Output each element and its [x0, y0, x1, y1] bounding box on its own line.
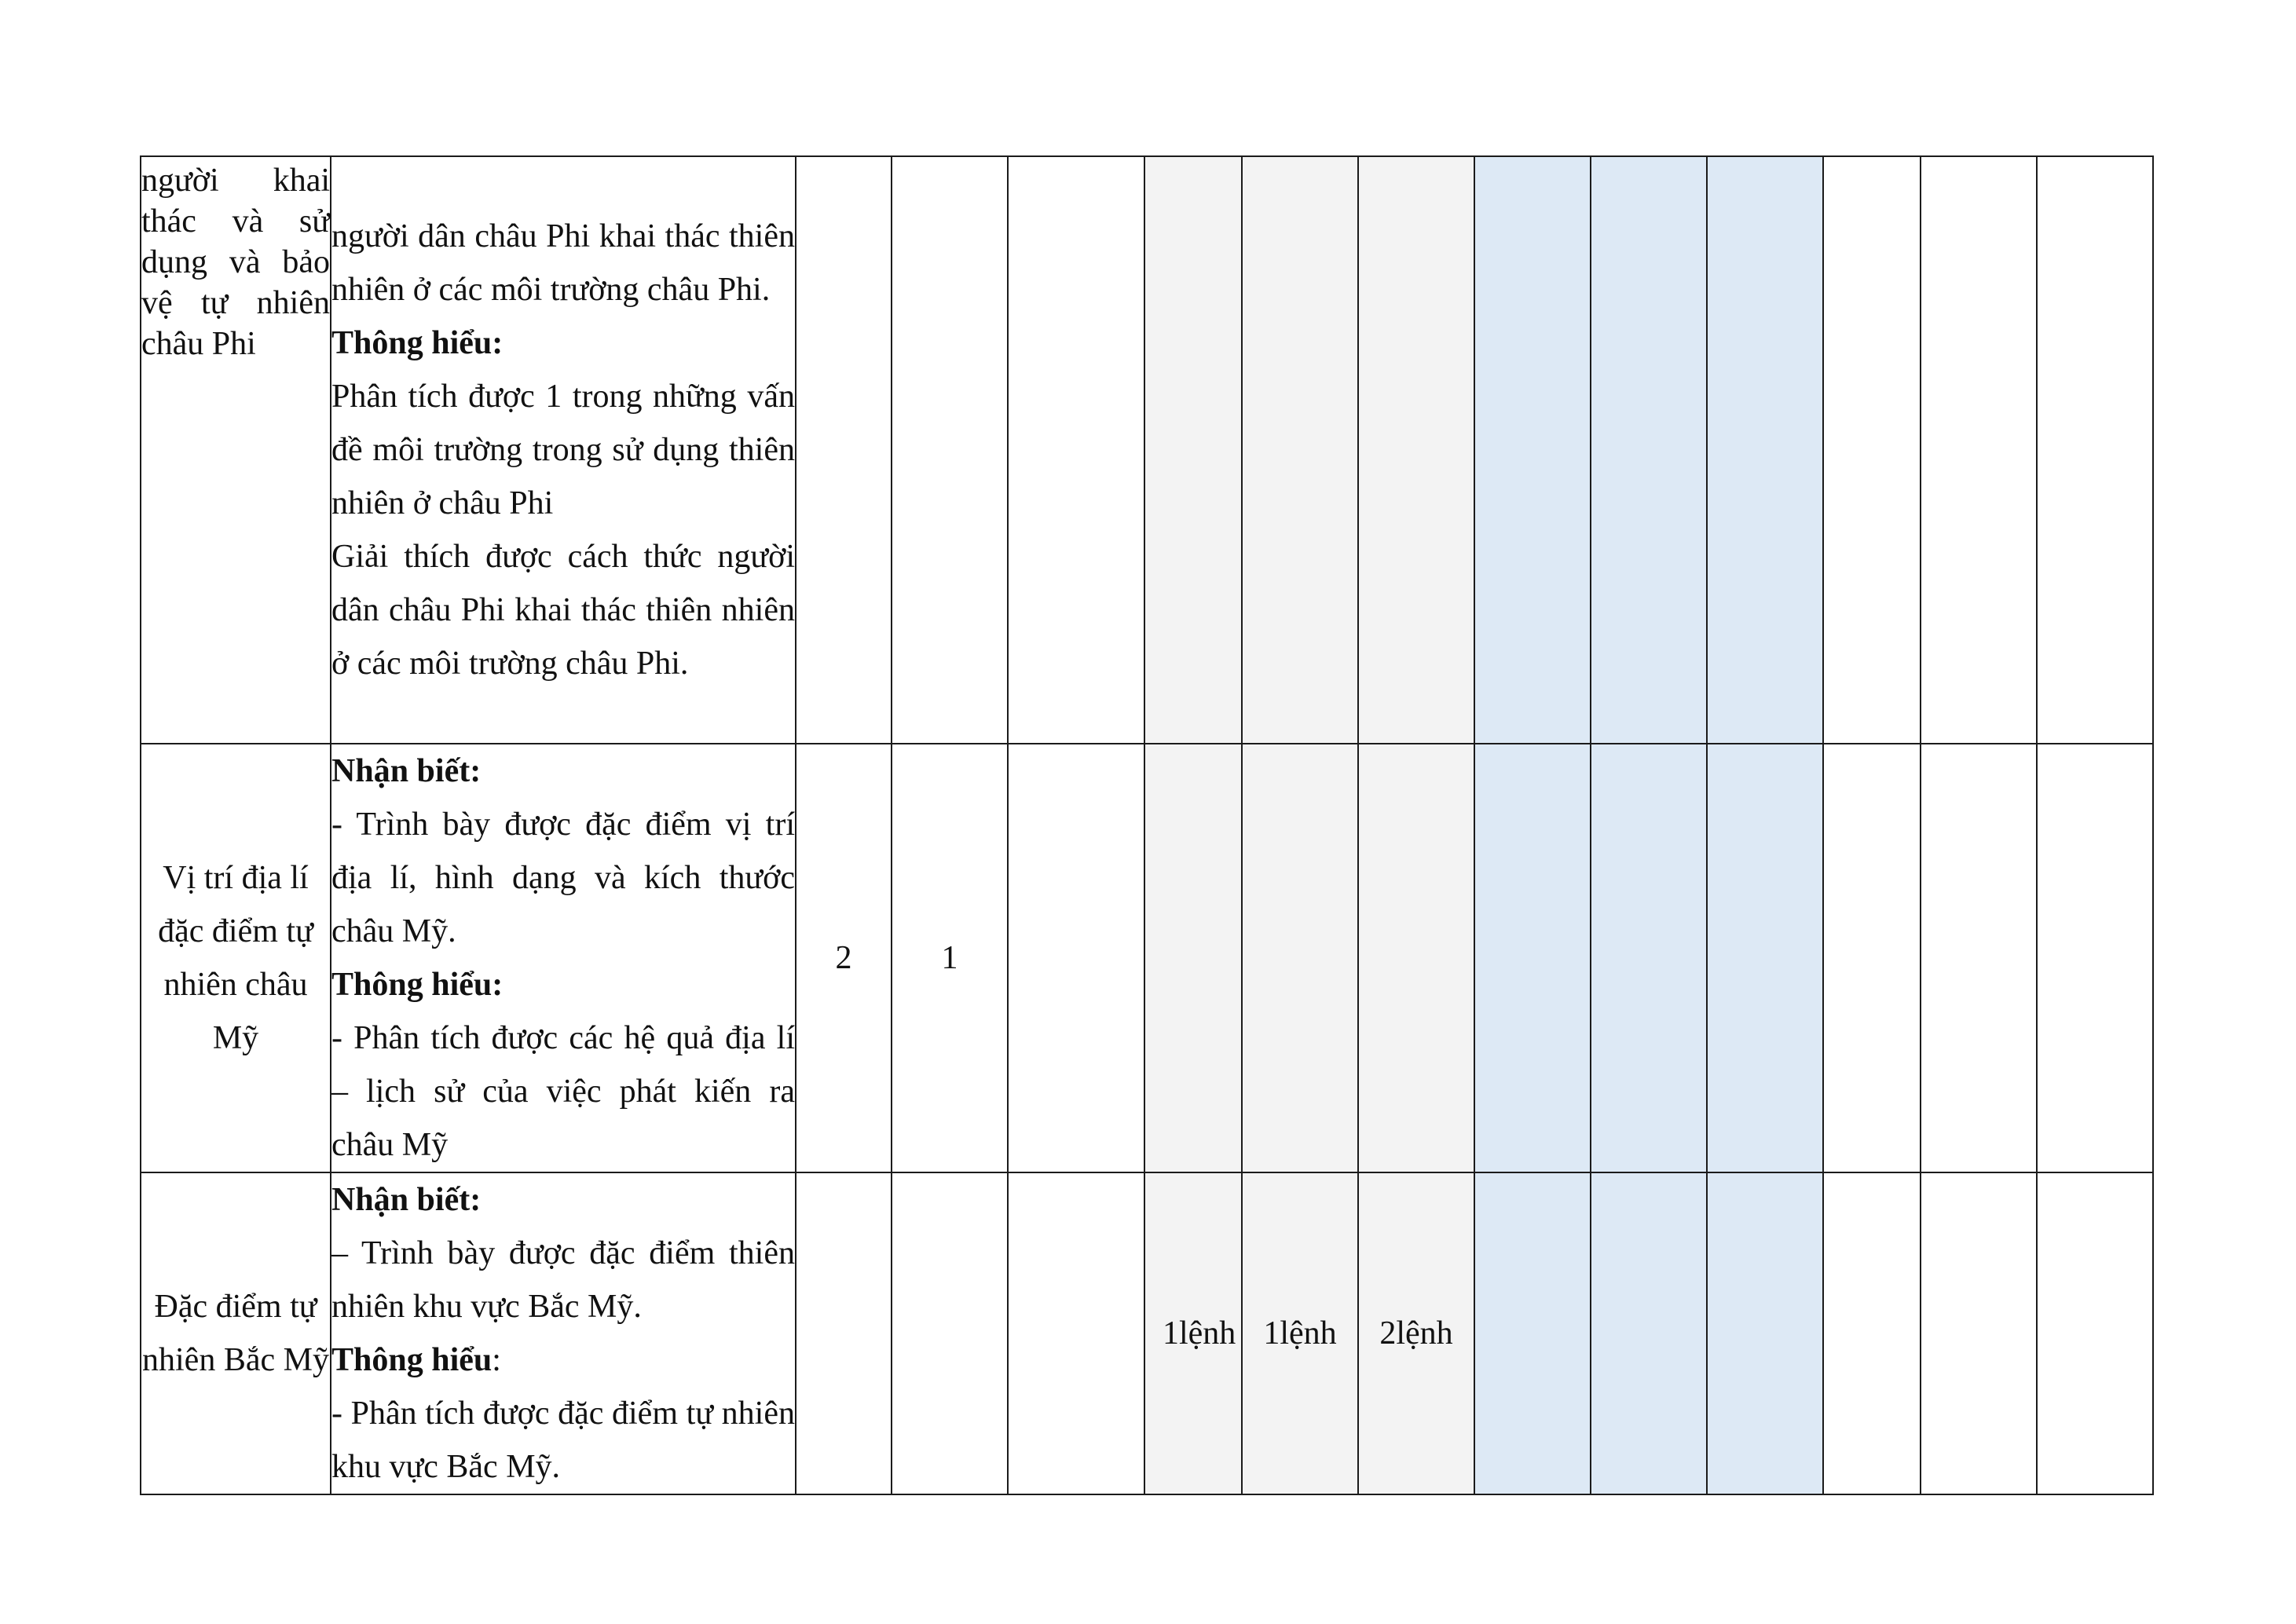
- description-line: Phân tích được 1 trong những vấn đề môi trường trong sử dụng thiên nhiên ở châu Phi: [331, 379, 795, 521]
- count-cell: [1144, 156, 1242, 744]
- empty-cell: [1591, 156, 1707, 744]
- count-cell: [1008, 156, 1144, 744]
- description-line: Thông hiểu:: [331, 967, 504, 1003]
- count-cell: 1lệnh: [1144, 1172, 1242, 1494]
- count-cell: [1144, 744, 1242, 1172]
- count-cell: [892, 156, 1008, 744]
- topic-cell: người khai thác và sử dụng và bảo vệ tự nhiên châu Phi: [141, 156, 331, 744]
- table-row: [141, 744, 2153, 1172]
- description-line: - Phân tích được đặc điểm tự nhiên khu vực Bắc Mỹ.: [331, 1395, 795, 1485]
- empty-cell: [2037, 744, 2153, 1172]
- empty-cell: [1921, 156, 2037, 744]
- empty-cell: [1474, 156, 1591, 744]
- empty-cell: [2037, 156, 2153, 744]
- empty-cell: [1823, 1172, 1921, 1494]
- count-cell: [1242, 744, 1358, 1172]
- description-line: Nhận biết:: [331, 1182, 482, 1218]
- description-cell: [331, 744, 796, 1172]
- empty-cell: [1823, 156, 1921, 744]
- topic-cell: Vị trí địa lí đặc điểm tự nhiên châu Mỹ: [141, 744, 331, 1172]
- empty-cell: [1921, 744, 2037, 1172]
- empty-cell: [1591, 744, 1707, 1172]
- count-cell: 2lệnh: [1358, 1172, 1474, 1494]
- count-cell: [892, 1172, 1008, 1494]
- empty-cell: [1707, 1172, 1823, 1494]
- description-line: - Trình bày được đặc điểm vị trí địa lí, hình dạng và kích thước châu Mỹ.: [331, 807, 795, 949]
- count-cell: 1lệnh: [1242, 1172, 1358, 1494]
- empty-cell: [2037, 1172, 2153, 1494]
- table-row: [141, 156, 2153, 744]
- empty-cell: [1823, 744, 1921, 1172]
- count-cell: [796, 156, 892, 744]
- empty-cell: [1474, 1172, 1591, 1494]
- count-cell: 1: [892, 744, 1008, 1172]
- assessment-matrix-table: [140, 155, 2154, 1495]
- count-cell: 2: [796, 744, 892, 1172]
- description-cell: [331, 156, 796, 744]
- description-line: người dân châu Phi khai thác thiên nhiên ở các môi trường châu Phi.: [331, 218, 795, 308]
- description-line: - Phân tích được các hệ quả địa lí – lịch sử của việc phát kiến ra châu Mỹ: [331, 1020, 795, 1163]
- empty-cell: [1921, 1172, 2037, 1494]
- description-cell: [331, 1172, 796, 1494]
- empty-cell: [1591, 1172, 1707, 1494]
- topic-cell: Đặc điểm tự nhiên Bắc Mỹ: [141, 1172, 331, 1494]
- count-cell: [1358, 156, 1474, 744]
- description-line: Thông hiểu:: [331, 1342, 501, 1378]
- count-cell: [1008, 1172, 1144, 1494]
- empty-cell: [1707, 744, 1823, 1172]
- empty-cell: [1474, 744, 1591, 1172]
- description-line: Nhận biết:: [331, 753, 482, 789]
- count-cell: [1008, 744, 1144, 1172]
- description-line: Giải thích được cách thức người dân châu Phi khai thác thiên nhiên ở các môi trường châu Phi.: [331, 539, 795, 682]
- description-line: – Trình bày được đặc điểm thiên nhiên khu vực Bắc Mỹ.: [331, 1235, 795, 1325]
- table-row: [141, 1172, 2153, 1494]
- description-line: Thông hiểu:: [331, 325, 504, 361]
- count-cell: [1242, 156, 1358, 744]
- empty-cell: [1707, 156, 1823, 744]
- count-cell: [796, 1172, 892, 1494]
- count-cell: [1358, 744, 1474, 1172]
